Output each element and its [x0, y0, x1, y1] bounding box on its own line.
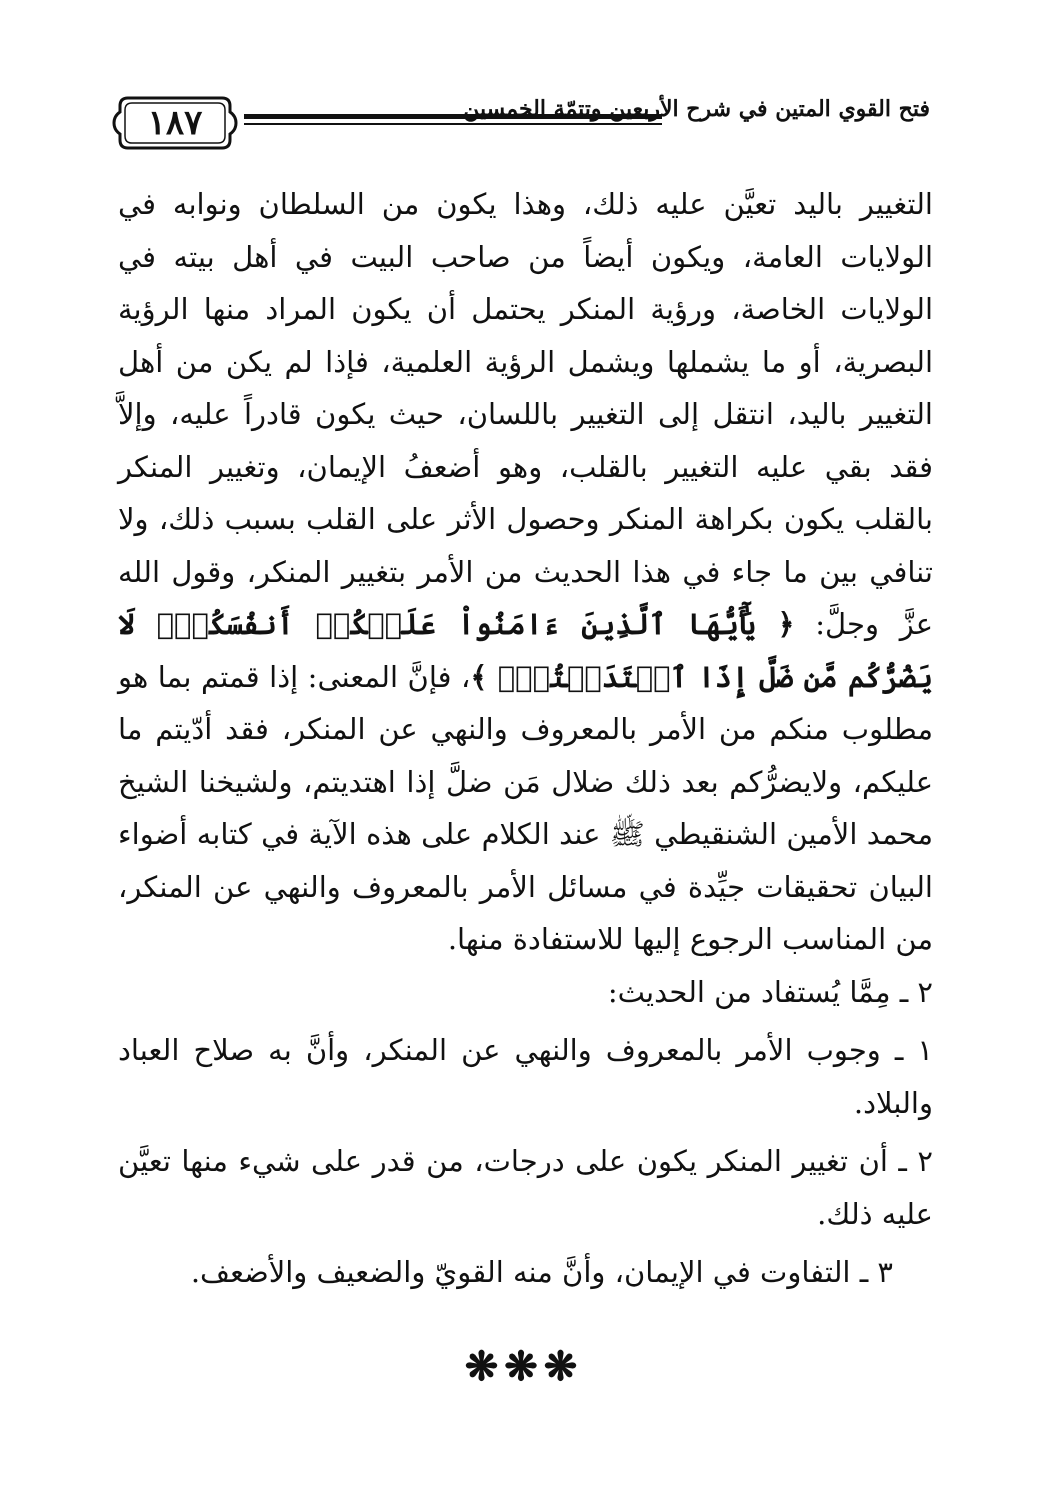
running-title: فتح القوي المتين في شرح الأربعين وتتمّة الخمسين — [463, 96, 930, 122]
paragraph-text-before-verse: التغيير باليد تعيَّن عليه ذلك، وهذا يكون من السلطان ونوابه في الولايات العامة، ويكون أيضاً من صاحب البيت في أهل بيته في الولايات الخاصة، ورؤية المنكر يحتمل أن يكون المراد منها الرؤية البصرية، أو ما يشملها ويشمل الرؤية العلمية، فإذا لم يكن من أهل التغيير باليد، انتقل إلى التغيير باللسان، حيث يكون قادراً عليه، وإلاَّ فقد بقي عليه التغيير بالقلب، وهو أضعفُ الإيمان، وتغيير المنكر بالقلب يكون بكراهة المنكر وحصول الأثر على القلب بسبب ذلك، ولا تنافي بين ما جاء في هذا الحديث من الأمر بتغيير المنكر، وقول الله عزَّ وجلَّ: — [118, 187, 934, 641]
list-item: ٣ ـ التفاوت في الإيمان، وأنَّ منه القويّ والضعيف والأضعف. — [190, 1255, 893, 1289]
paragraph-text-after-verse: ، فإنَّ المعنى: إذا قمتم بما هو مطلوب منكم من الأمر بالمعروف والنهي عن المنكر، فقد أدّيتم ما عليكم، ولايضرُّكم بعد ذلك ضلال مَن ضلَّ إذا اهتديتم، ولشيخنا الشيخ محمد الأمين الشنقيطي ﷺ عند الكلام على هذه الآية في كتابه أضواء البيان تحقيقات جيِّدة في مسائل الأمر بالمعروف والنهي عن المنكر، من المناسب الرجوع إليها للاستفادة منها. — [118, 659, 933, 956]
page-body — [118, 178, 933, 1299]
list-item: ١ ـ وجوب الأمر بالمعروف والنهي عن المنكر، وأنَّ به صلاح العباد والبلاد. — [118, 1033, 933, 1120]
section-heading — [118, 966, 933, 1019]
quran-verse: ﴿ يَٰٓأَيُّهَا ٱلَّذِينَ ءَامَنُواْ عَلَيۡكُمۡ أَنفُسَكُمۡۖ لَا يَضُرُّكُم مَّن ضَلَّ إِذَا ٱهۡتَدَيۡتُمۡۚ ﴾ — [118, 607, 933, 694]
list-item: ٢ ـ أن تغيير المنكر يكون على درجات، من قدر على شيء منها تعيَّن عليه ذلك. — [118, 1144, 933, 1231]
section-heading-text: ٢ ـ مِمَّا يُستفاد من الحديث: — [607, 974, 933, 1009]
main-paragraph — [118, 178, 933, 966]
header-rule-thin — [244, 123, 662, 125]
page-number-frame — [112, 92, 238, 154]
page-number: ١٨٧ — [147, 103, 203, 143]
end-ornament: ❋❋❋ — [464, 1343, 584, 1390]
page-header — [112, 88, 930, 162]
